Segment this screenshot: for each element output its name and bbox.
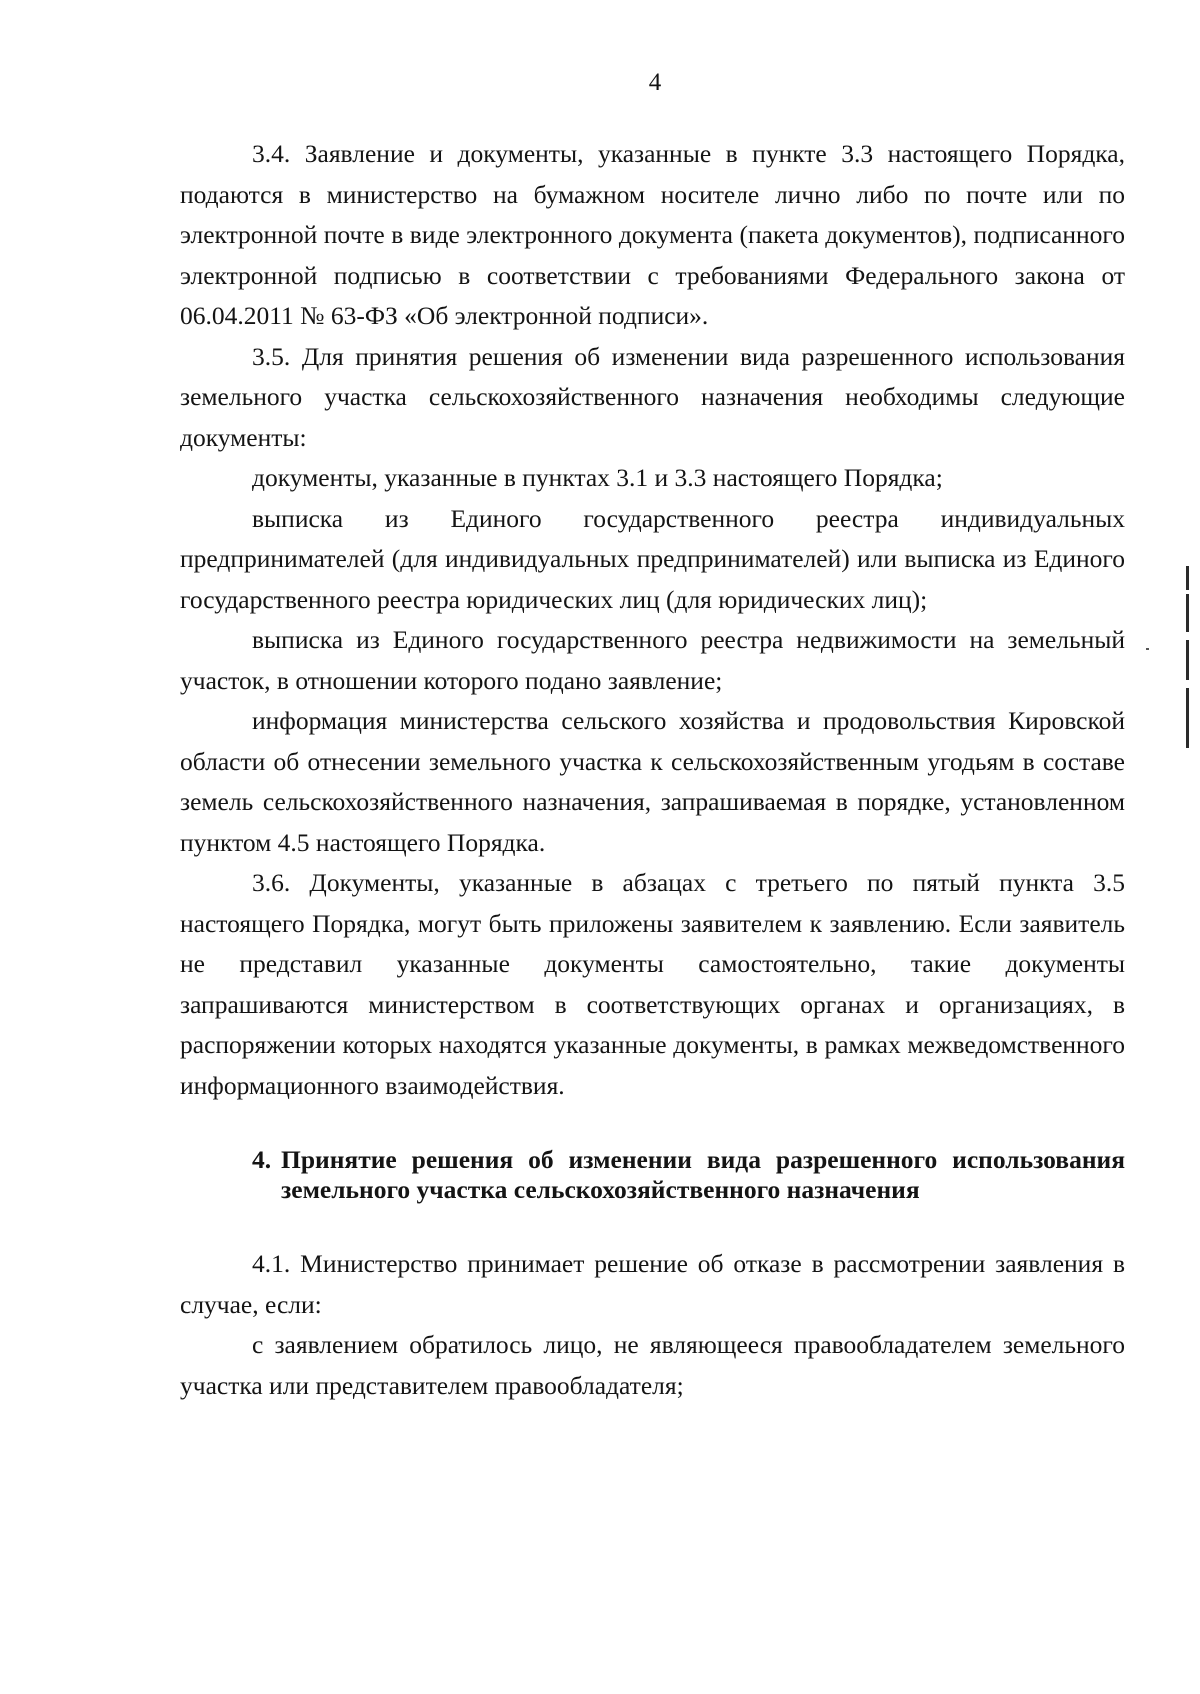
scan-edge-mark [1186, 566, 1189, 590]
section-heading-text: Принятие решения об изменении вида разрешенного использования земельного участка сельскохозяйственного назначения [281, 1145, 1125, 1204]
page-number: 4 [648, 69, 662, 96]
section-heading [180, 1145, 1125, 1205]
document-body [180, 134, 1125, 1406]
paragraph-3-6: 3.6. Документы, указанные в абзацах с третьего по пятый пункта 3.5 настоящего Порядка, могут быть приложены заявителем к заявлению. Если заявитель не представил указанные документы самостоятельно, такие документы запрашиваются министерством в соответствующих органах и организациях, в распоряжении которых находятся указанные документы, в рамках межведомственного информационного взаимодействия. [180, 868, 1125, 1100]
scan-edge-mark [1186, 688, 1189, 748]
list-item-egrip-egrul-extract: выписка из Единого государственного реестра индивидуальных предпринимателей (для индивидуальных предпринимателей) или выписка из Единого государственного реестра юридических лиц (для юридических лиц); [180, 503, 1125, 614]
list-item-not-rightholder: с заявлением обратилось лицо, не являющееся правообладателем земельного участка или представителем правообладателя; [180, 1330, 1125, 1400]
scan-edge-mark [1186, 594, 1189, 632]
scan-speck [1146, 648, 1149, 650]
paragraph-4-1: 4.1. Министерство принимает решение об отказе в рассмотрении заявления в случае, если: [180, 1249, 1125, 1319]
list-item-ministry-information: информация министерства сельского хозяйства и продовольствия Кировской области об отнесении земельного участка к сельскохозяйственным угодьям в составе земель сельскохозяйственного назначения, запрашиваемая в порядке, установленном пунктом 4.5 настоящего Порядка. [180, 706, 1125, 857]
scan-edge-mark [1186, 640, 1189, 680]
paragraph-3-4: 3.4. Заявление и документы, указанные в пункте 3.3 настоящего Порядка, подаются в министерство на бумажном носителе лично либо по почте или по электронной почте в виде электронного документа (пакета документов), подписанного электронной подписью в соответствии с требованиями Федерального закона от 06.04.2011 № 63-ФЗ «Об электронной подписи». [180, 139, 1125, 330]
section-heading-number: 4. [252, 1145, 272, 1174]
list-item-egrn-extract: выписка из Единого государственного реестра недвижимости на земельный участок, в отношении которого подано заявление; [180, 625, 1125, 695]
paragraph-3-5: 3.5. Для принятия решения об изменении вида разрешенного использования земельного участка сельскохозяйственного назначения необходимы следующие документы: [180, 341, 1125, 452]
list-item-documents: документы, указанные в пунктах 3.1 и 3.3 настоящего Порядка; [252, 463, 943, 492]
